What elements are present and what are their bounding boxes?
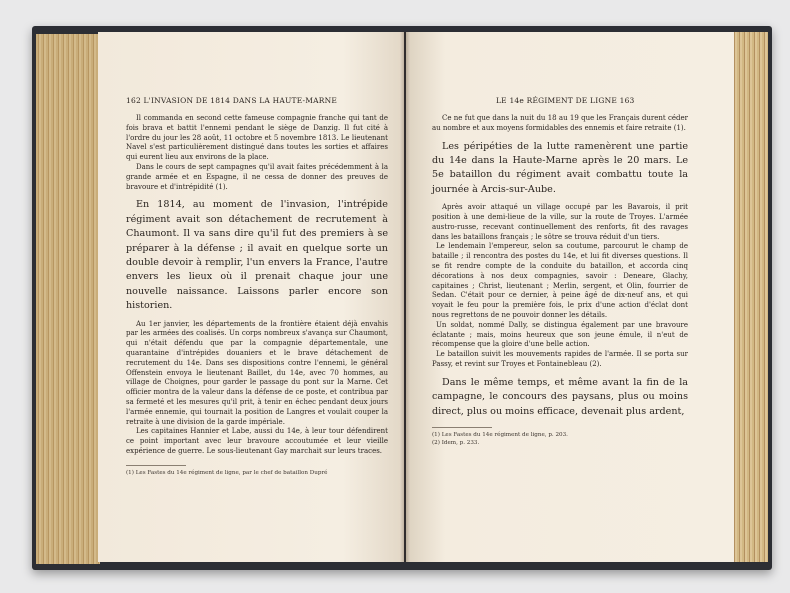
right-page-header: LE 14e RÉGIMENT DE LIGNE 163 [496, 96, 635, 105]
left-page [98, 32, 404, 562]
right-paragraph-5: Un soldat, nommé Dally, se distingua également par une bravoure éclatante ; mais, moins heureux que son jeune émule, il n'eut de récompense que la gloire d'une belle action. [432, 320, 688, 349]
right-page [406, 32, 734, 562]
right-paragraph-1: Ce ne fut que dans la nuit du 18 au 19 que les Français durent céder au nombre et aux moyens formidables des ennemis et faire retraite (1). [432, 114, 688, 132]
left-page-text [126, 114, 388, 477]
right-paragraph-3: Après avoir attaqué un village occupé par les Bavarois, il prit position à une demi-lieue de la ville, sur la route de Troyes. L'armée austro-russe, recevant continuellement des renforts, fit des ravages dans les bataillons français ; le sôtre se trouva réduit d'un tiers. [432, 203, 688, 241]
left-paragraph-3: En 1814, au moment de l'invasion, l'intrépide régiment avait son détachement de recrutement à Chaumont. Il va sans dire qu'il fut des premiers à se préparer à la défense ; il avait en quelque sorte un double devoir à remplir, l'un envers la France, l'autre envers les lieux où il prenait chaque jour une nouvelle naissance. Laissons parler encore son historien. [126, 199, 388, 312]
open-book [32, 26, 772, 570]
right-paragraph-6: Le bataillon suivit les mouvements rapides de l'armée. Il se porta sur Passy, et revint sur Troyes et Fontainebleau (2). [432, 350, 688, 368]
left-paragraph-4: Au 1er janvier, les départements de la frontière étaient déjà envahis par les armées des coalisés. Un corps nombreux s'avança sur Chaumont, qui n'était défendu que par la compagnie départementale, une quarantaine d'intrépides douaniers et le brave détachement de recrutement du 14e. Dans ses dispositions contre l'ennemi, le général Offenstein envoya le lieutenant Baillet, du 14e, avec 70 hommes, au village de Choignes, pour garder le passage du pont sur la Marne. Cet officier montra de la valeur dans la défense de ce poste, et contribua par sa fermeté et les mesures qu'il prit, à tenir en échec pendant deux jours l'armée ennemie, qui tournait la position de Langres et voulait couper la retraite à une division de la garde impériale. [126, 319, 388, 426]
left-paragraph-5: Les capitaines Hannier et Labe, aussi du 14e, à leur tour défendirent ce point important avec leur bravoure accoutumée et leur vieille expérience de guerre. Le sous-lieutenant Gay marchait sur leurs traces. [126, 427, 388, 455]
right-footnote-1: (1) Les Fastes du 14e régiment de ligne, p. 203. [432, 431, 568, 438]
left-page-edges [36, 34, 100, 564]
right-paragraph-4: Le lendemain l'empereur, selon sa coutume, parcourut le champ de bataille ; il rencontra des postes du 14e, et lui fit diverses questions. Il se fit rendre compte de la conduite du bataillon, et accorda cinq décorations à nos deux compagnies, savoir : Deneare, Glachy, capitaines ; Christ, lieutenant ; Merlin, sergent, et Olin, fourrier de Sedan. C'était pour ce dernier, à peine âgé de dix-neuf ans, et qui voyait le feu pour la première fois, le prix d'une action d'éclat dont nous regrettons de ne pouvoir donner les détails. [432, 242, 688, 319]
right-page-edges [732, 32, 768, 562]
right-page-text [432, 114, 688, 447]
right-paragraph-7: Dans le même temps, et même avant la fin de la campagne, le concours des paysans, plus ou moins direct, plus ou moins efficace, devenait plus ardent, [432, 376, 688, 417]
left-page-header: 162 L'INVASION DE 1814 DANS LA HAUTE-MARNE [126, 96, 338, 105]
left-paragraph-2: Dans le cours de sept campagnes qu'il avait faites précédemment à la grande armée et en Espagne, il ne cessa de donner des preuves de bravoure et d'intrépidité (1). [126, 162, 388, 191]
book-gutter [400, 32, 410, 562]
right-paragraph-2: Les péripéties de la lutte ramenèrent une partie du 14e dans la Haute-Marne après le 20 mars. Le 5e bataillon du régiment avait combattu toute la journée à Arcis-sur-Aube. [432, 140, 688, 195]
right-footnote-2: (2) Idem, p. 233. [432, 439, 480, 446]
left-footnote: (1) Les Fastes du 14e régiment de ligne, par le chef de bataillon Dupré [126, 469, 328, 476]
left-paragraph-1: Il commanda en second cette fameuse compagnie franche qui tant de fois brava et battit l'ennemi pendant le siège de Danzig. Il fut cité à l'ordre du jour les 28 août, 11 octobre et 5 novembre 1813. Le lieutenant Navel s'est particulièrement distingué dans toutes les sorties et affaires qui eurent lieu aux environs de la place. [126, 114, 388, 162]
